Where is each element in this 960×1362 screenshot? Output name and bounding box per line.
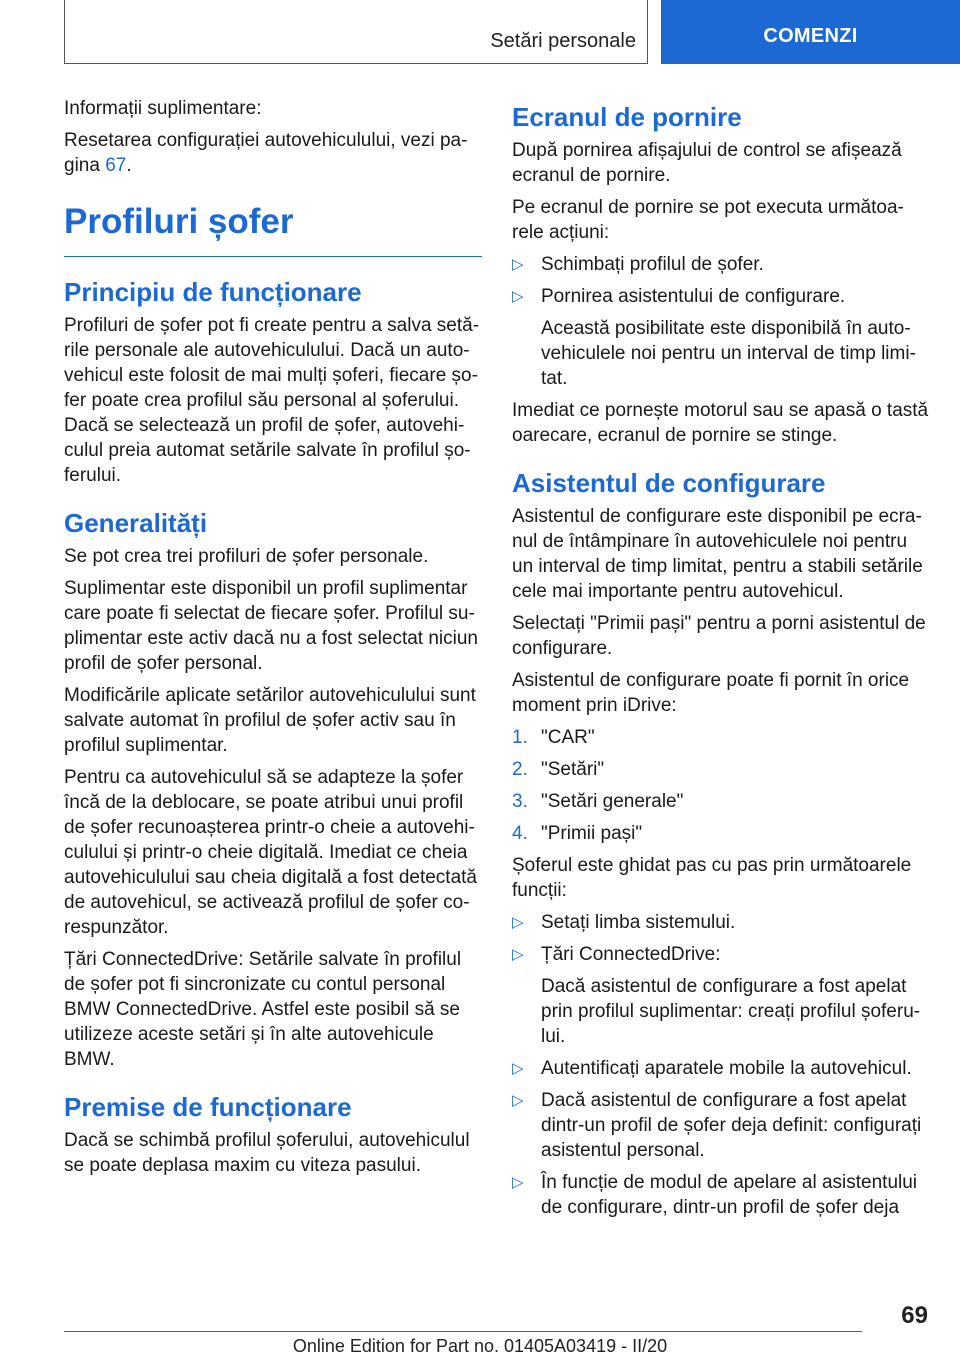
paragraph-assist-3: Asistentul de configurare poate fi pornit în orice moment prin iDrive: [512,670,910,716]
heading-start-screen: Ecranul de pornire [512,102,742,132]
assistant-functions-list-2 [512,1056,930,1220]
list-item: ▷ Autentificați aparatele mobile la autovehicul. [512,1058,912,1079]
func-2-sub-note: Dacă asistentul de configurare a fost apelat prin profilul suplimentar: creați profilul șoferu‐ lui. [541,976,921,1047]
footer-edition: Online Edition for Part no. 01405A03419 - II/20 [292,1336,668,1356]
list-item: ▷ Setați limba sistemului. [512,912,736,933]
assistant-functions-list [512,910,930,967]
triangle-right-outline-icon: ▷ [512,256,524,273]
triangle-right-outline-icon: ▷ [512,914,524,931]
step-item: 4. "Primii pași" [512,823,643,844]
triangle-right-outline-icon: ▷ [512,1174,524,1191]
idrive-steps-list [512,725,930,846]
info-text: Resetarea configurației autovehiculului, vezi pa‐ gina 67. [64,130,468,176]
paragraph-general-1: Se pot crea trei profiluri de șofer personale. [64,546,429,567]
heading-setup-assistant: Asistentul de configurare [512,468,826,498]
start-sub-note: Această posibilitate este disponibilă în auto‐ vehiculele noi pentru un interval de timp limi‐ tat. [541,318,916,389]
heading-premise: Premise de funcționare [64,1092,352,1122]
paragraph-general-2: Suplimentar este disponibil un profil suplimentar care poate fi selectat de fiecare șofer. Profilul su‐ plimentar este activ dacă nu a fost selectat niciun profil de șofer personal. [64,578,479,674]
paragraph-general-4: Pentru ca autovehiculul să se adapteze la șofer încă de la deblocare, se poate atribui unui profil de șofer recunoașterea printr-o cheie a autovehi‐ culului și printr-o cheie digitală. Imediat ce cheia autovehiculului sau cheia digitală a fost detectată de autovehicul, se activează profilul de șofer co‐ respunzător. [64,767,477,938]
list-item: ▷ Dacă asistentul de configurare a fost apelat dintr-un profil de șofer deja definit: configurați asistentul personal. [512,1090,922,1161]
paragraph-start-3: Imediat ce pornește motorul sau se apasă o tastă oarecare, ecranul de pornire se stinge. [512,400,929,446]
page-link[interactable]: 67 [105,155,127,176]
paragraph-assist-1: Asistentul de configurare este disponibil pe ecra‐ nul de întâmpinare în autovehiculele noi pentru un interval de timp limitat, pentru a stabili setările cele mai importante pentru autovehicul. [512,506,923,602]
heading-general: Generalități [64,508,208,538]
header-section-title: Setări personale [490,30,636,52]
triangle-right-outline-icon: ▷ [512,1092,524,1109]
triangle-right-outline-icon: ▷ [512,1060,524,1077]
paragraph-assist-2: Selectați "Primii pași" pentru a porni asistentul de configurare. [512,613,926,659]
heading-principle: Principiu de funcționare [64,277,362,307]
paragraph-start-2: Pe ecranul de pornire se pot executa următoa‐ rele acțiuni: [512,197,904,243]
paragraph-principle: Profiluri de șofer pot fi create pentru a salva setă‐ rile personale ale autovehiculului. Dacă un auto‐ vehicul este folosit de mai mulți șoferi, fiecare șo‐ fer poate crea profilul său personal al șoferului. Dacă se selectează un profil de șofer, autovehi‐ culul preia automat setările salvate în profilul șo‐ ferului. [64,315,480,486]
page-number: 69 [901,1302,928,1329]
right-column [512,96,930,1227]
start-actions-list [512,252,930,309]
section-heading: Profiluri șofer [64,200,482,257]
paragraph-premise: Dacă se schimbă profilul șoferului, autovehiculul se poate deplasa maxim cu viteza pasului. [64,1130,470,1176]
step-item: 3. "Setări generale" [512,791,684,812]
paragraph-general-5: Țări ConnectedDrive: Setările salvate în profilul de șofer pot fi sincronizate cu contul personal BMW ConnectedDrive. Astfel este posibil să se utilizeze aceste setări și în alte autovehicule BMW. [64,949,462,1070]
step-item: 2. "Setări" [512,759,605,780]
list-item: ▷ Schimbați profilul de șofer. [512,254,764,275]
triangle-right-outline-icon: ▷ [512,946,524,963]
info-label: Informații suplimentare: [64,98,262,119]
footer-divider [64,1331,862,1332]
paragraph-start-1: După pornirea afișajului de control se afișează ecranul de pornire. [512,140,902,186]
paragraph-general-3: Modificările aplicate setărilor autovehiculului sunt salvate automat în profilul de șofer activ sau în profilul suplimentar. [64,685,476,756]
left-column [64,96,482,1185]
list-item: ▷ Pornirea asistentului de configurare. [512,286,846,307]
triangle-right-outline-icon: ▷ [512,288,524,305]
list-item: ▷ În funcție de modul de apelare al asistentului de configurare, dintr-un profil de șofer deja [512,1172,918,1218]
list-item: ▷ Țări ConnectedDrive: [512,944,721,965]
step-item: 1. "CAR" [512,727,595,748]
header-chapter-tab[interactable]: COMENZI [661,0,960,64]
paragraph-assist-4: Șoferul este ghidat pas cu pas prin următoarele funcții: [512,855,912,901]
